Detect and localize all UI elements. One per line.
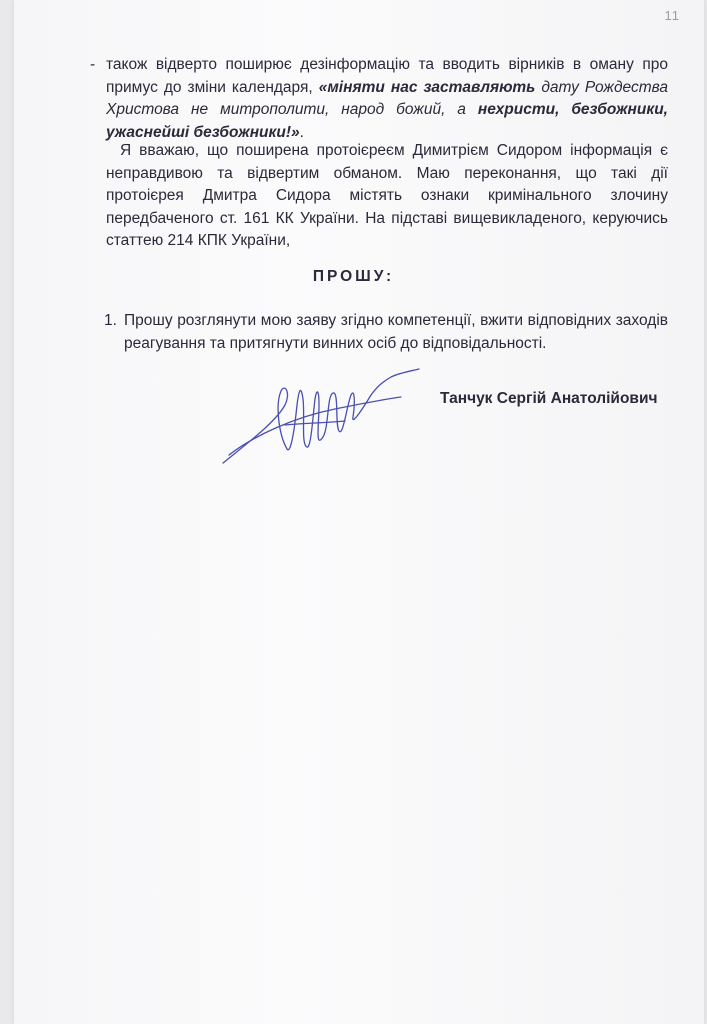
signer-name: Танчук Сергій Анатолійович — [440, 390, 658, 407]
signature-stroke — [223, 369, 419, 463]
request-text: Прошу розглянути мою заяву згідно компетенції, вжити відповідних заходів реагування та притягнути винних осіб до відповідальності. — [124, 312, 668, 352]
statement-text: Я вважаю, що поширена протоієреєм Димитрієм Сидором інформація є неправдивою та відвертим обманом. Маю переконання, що такі дії протоієрея Дмитра Сидора містять ознаки кримінального злочину передбаченого ст. 161 КК України. На підставі вищевикладеного, керуючись статтею 214 КПК України, — [106, 142, 668, 249]
quote-bold-2: нехристи, безбожники, ужаснейші безбожники — [106, 101, 668, 141]
quote-bold-1: заставляють — [423, 78, 536, 96]
signature-stroke — [229, 397, 401, 455]
bullet-text: також відверто поширює дезінформацію та вводить вірників в оману про примус до зміни календаря, — [106, 56, 668, 96]
request-heading: ПРОШУ: — [312, 268, 395, 285]
signature-stroke — [285, 421, 345, 425]
quote-close: !» — [285, 123, 300, 141]
quote-open: «міняти нас — [318, 78, 424, 96]
quote-mid: дату Рождества Христова не митрополити, народ божий, а — [106, 78, 668, 118]
signature-image — [215, 365, 425, 475]
request-number: 1. — [104, 312, 117, 329]
bullet-paragraph — [90, 54, 668, 144]
page-number: 11 — [664, 8, 680, 23]
bullet-marker: - — [90, 56, 96, 73]
statement-paragraph — [106, 140, 668, 253]
request-item — [104, 310, 668, 355]
bullet-tail: . — [299, 123, 304, 141]
